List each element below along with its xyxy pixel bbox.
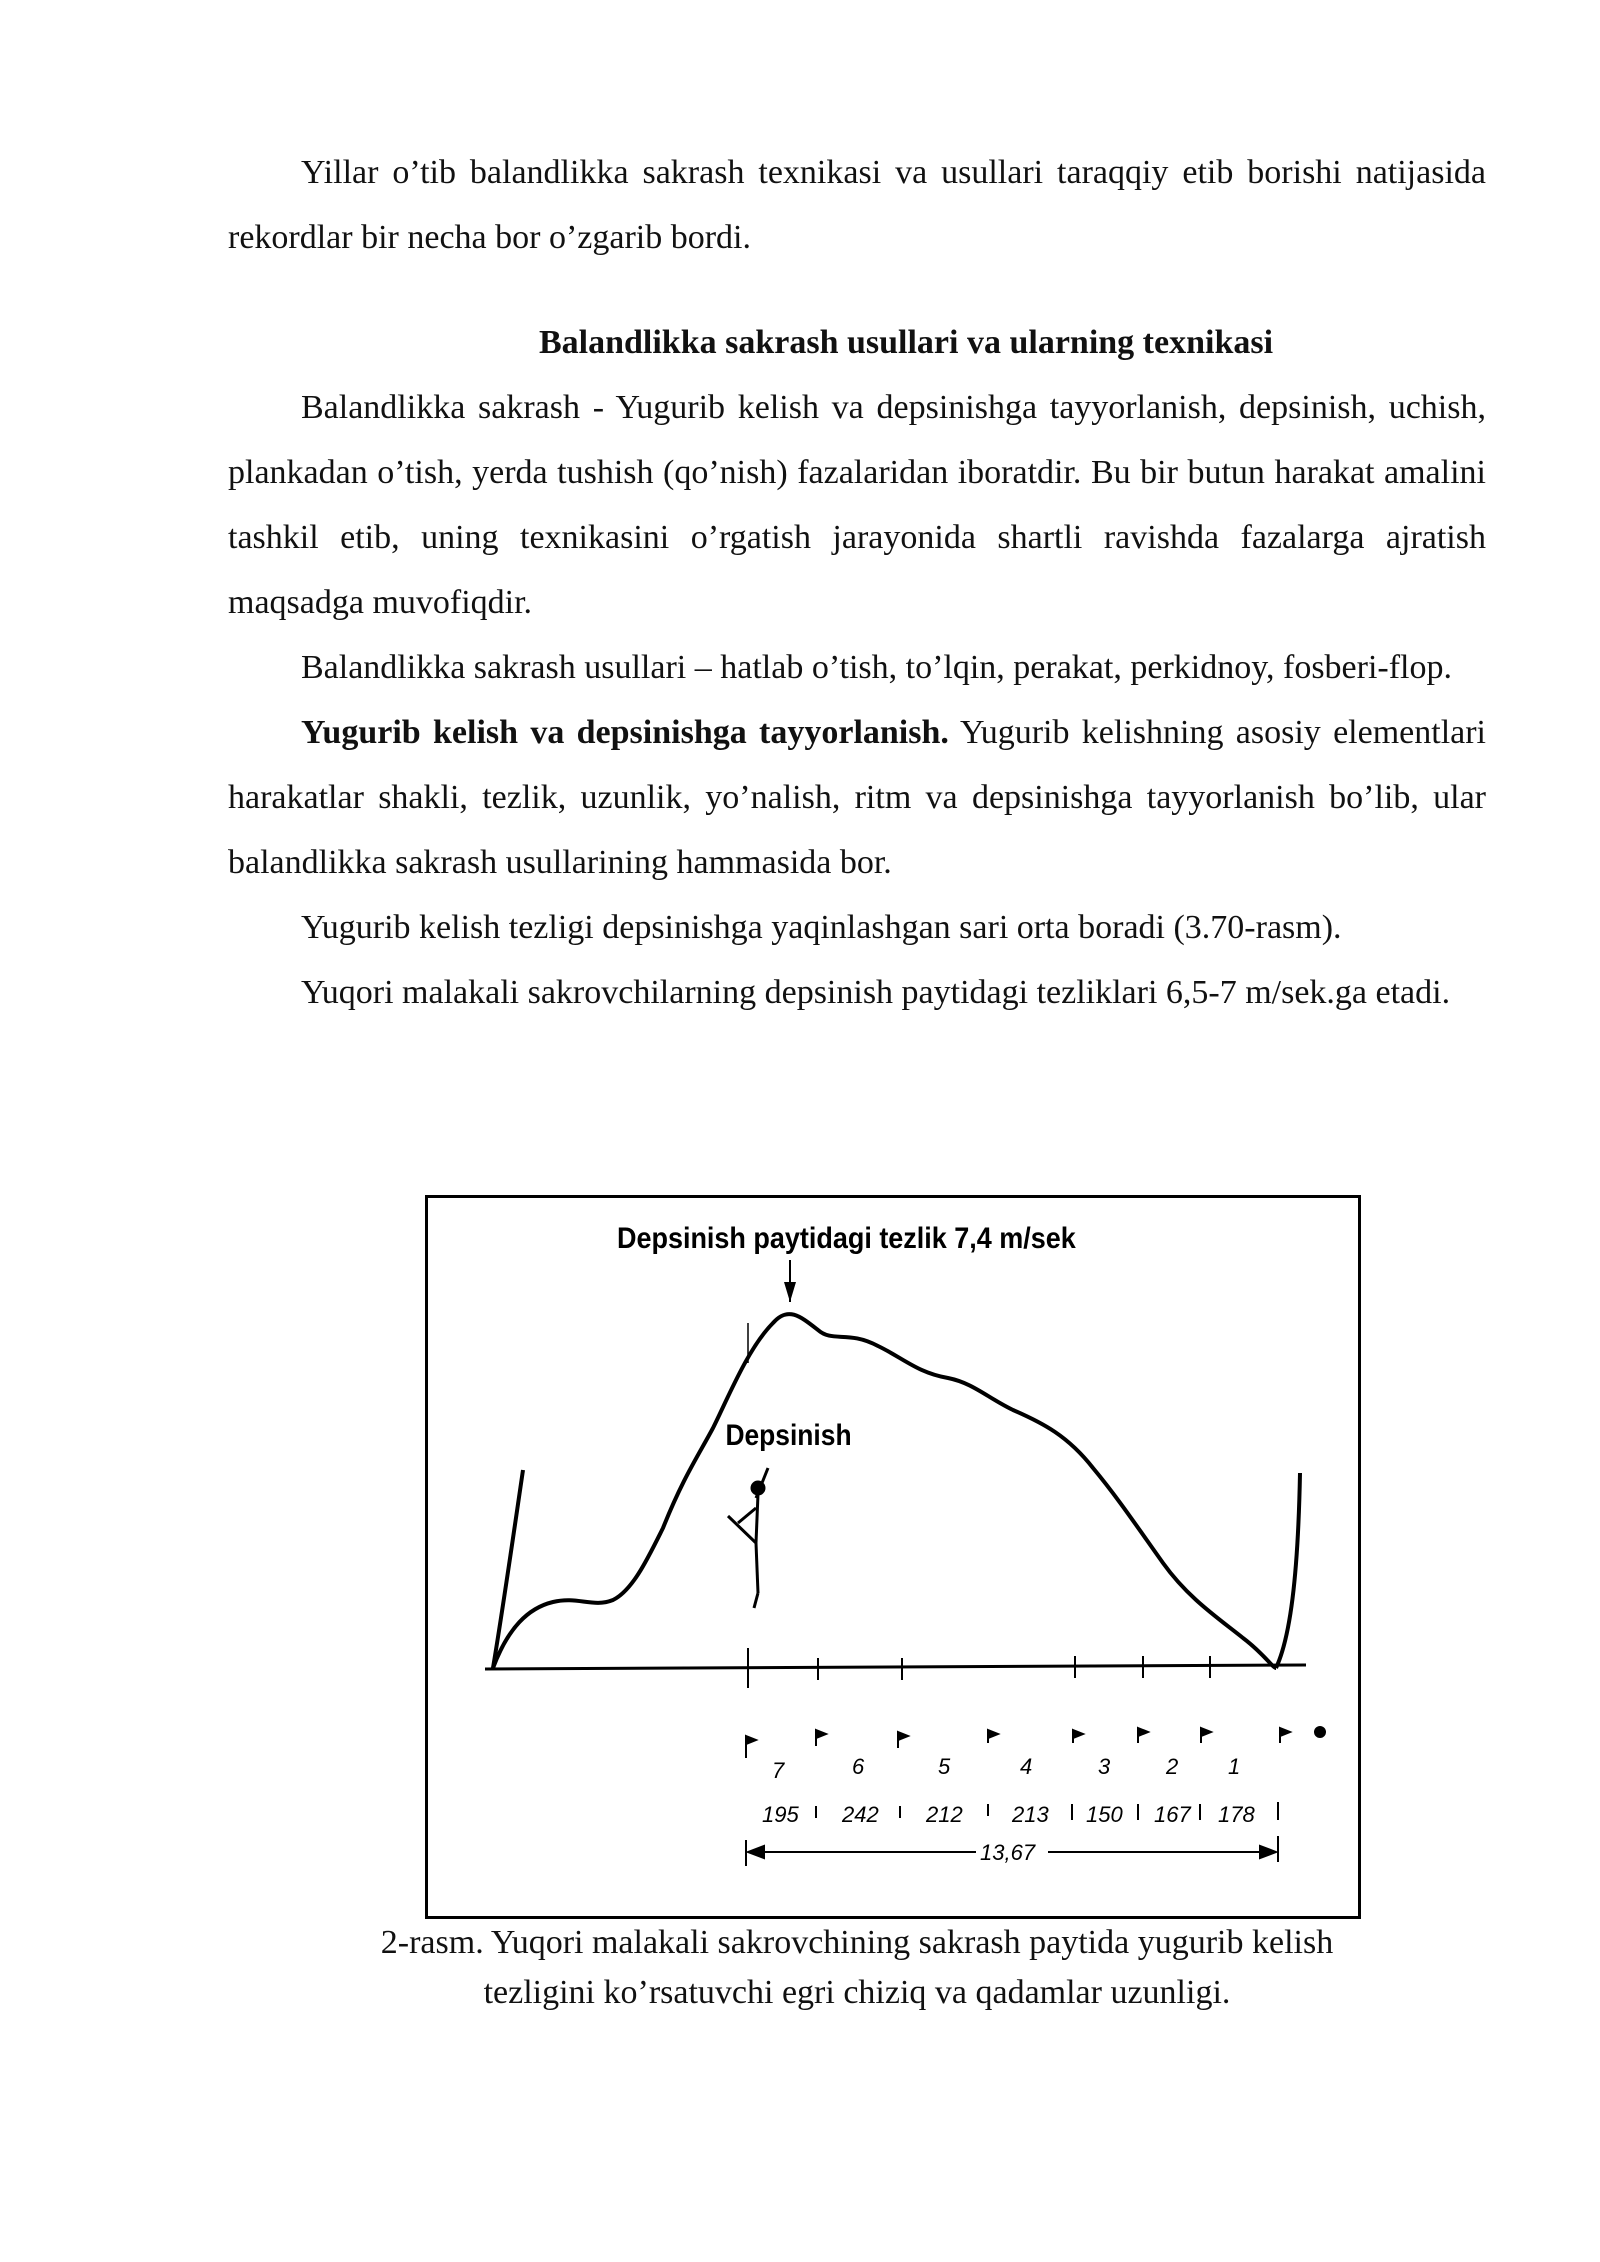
figure-depsinish-label: Depsinish (725, 1417, 852, 1452)
step-number: 5 (938, 1754, 951, 1779)
step-number: 6 (852, 1754, 865, 1779)
step-number: 7 (772, 1758, 785, 1783)
total-length-label: 13,67 (980, 1840, 1036, 1865)
caption-line-1: 2-rasm. Yuqori malakali sakrovchining sakrash paytida yugurib kelish (380, 1924, 1334, 1961)
step-number: 1 (1228, 1754, 1241, 1779)
paragraph-4 (228, 700, 1486, 895)
document-body (228, 140, 1486, 1025)
figure-top-label: Depsinish paytidagi tezlik 7,4 m/sek (617, 1221, 1076, 1256)
paragraph-6: Yuqori malakali sakrovchilarning depsinish paytidagi tezliklari 6,5-7 m/sek.ga etadi. (301, 974, 1451, 1011)
paragraph-3: Balandlikka sakrash usullari – hatlab o’tish, to’lqin, perakat, perkidnoy, fosberi-flop. (301, 649, 1453, 686)
step-length: 167 (1154, 1802, 1191, 1827)
speed-curve (493, 1314, 1276, 1668)
step-length: 178 (1218, 1802, 1255, 1827)
figure-caption (228, 1918, 1486, 2018)
step-number: 3 (1098, 1754, 1111, 1779)
paragraph-4-text: Yugurib kelishning asosiy elementlari harakatlar shakli, tezlik, uzunlik, yo’nalish, ritm va depsinishga tayyorlanish bo’lib, ular balandlikka sakrash usullarining hammasida bor. (228, 714, 1487, 881)
paragraph-1: Yillar o’tib balandlikka sakrash texnikasi va usullari taraqqiy etib borishi natijasida rekordlar bir necha bor o’zgarib bordi. (228, 154, 1486, 256)
step-length: 213 (1012, 1802, 1049, 1827)
step-length: 150 (1086, 1802, 1123, 1827)
step-length: 242 (842, 1802, 879, 1827)
speed-curve-figure (425, 1195, 1361, 1919)
figure-drawing (428, 1198, 1358, 1916)
paragraph-2: Balandlikka sakrash - Yugurib kelish va depsinishga tayyorlanish, depsinish, uchish, plankadan o’tish, yerda tushish (qo’nish) fazalaridan iboratdir. Bu bir butun harakat amalini tashkil etib, uning texnikasini o’rgatish jarayonida shartli ravishda fazalarga ajratish maqsadga muvofiqdir. (228, 389, 1486, 621)
peak-arrow-head (784, 1282, 796, 1302)
baseline-axis (485, 1665, 1306, 1669)
caption-line-2: tezligini ko’rsatuvchi egri chiziq va qadamlar uzunligi. (483, 1974, 1231, 2011)
step-number: 2 (1166, 1754, 1179, 1779)
right-boundary-curve (1276, 1473, 1300, 1668)
paragraph-4-bold-lead: Yugurib kelish va depsinishga tayyorlanish. (301, 714, 949, 751)
section-heading: Balandlikka sakrash usullari va ularning texnikasi (538, 324, 1274, 361)
step-numbers (772, 1754, 1240, 1783)
step-length: 195 (762, 1802, 799, 1827)
step-lengths (762, 1802, 1255, 1827)
jumper-figure-icon (728, 1468, 768, 1608)
step-length: 212 (926, 1802, 963, 1827)
paragraph-5: Yugurib kelish tezligi depsinishga yaqinlashgan sari orta boradi (3.70-rasm). (301, 909, 1342, 946)
step-number: 4 (1020, 1754, 1033, 1779)
